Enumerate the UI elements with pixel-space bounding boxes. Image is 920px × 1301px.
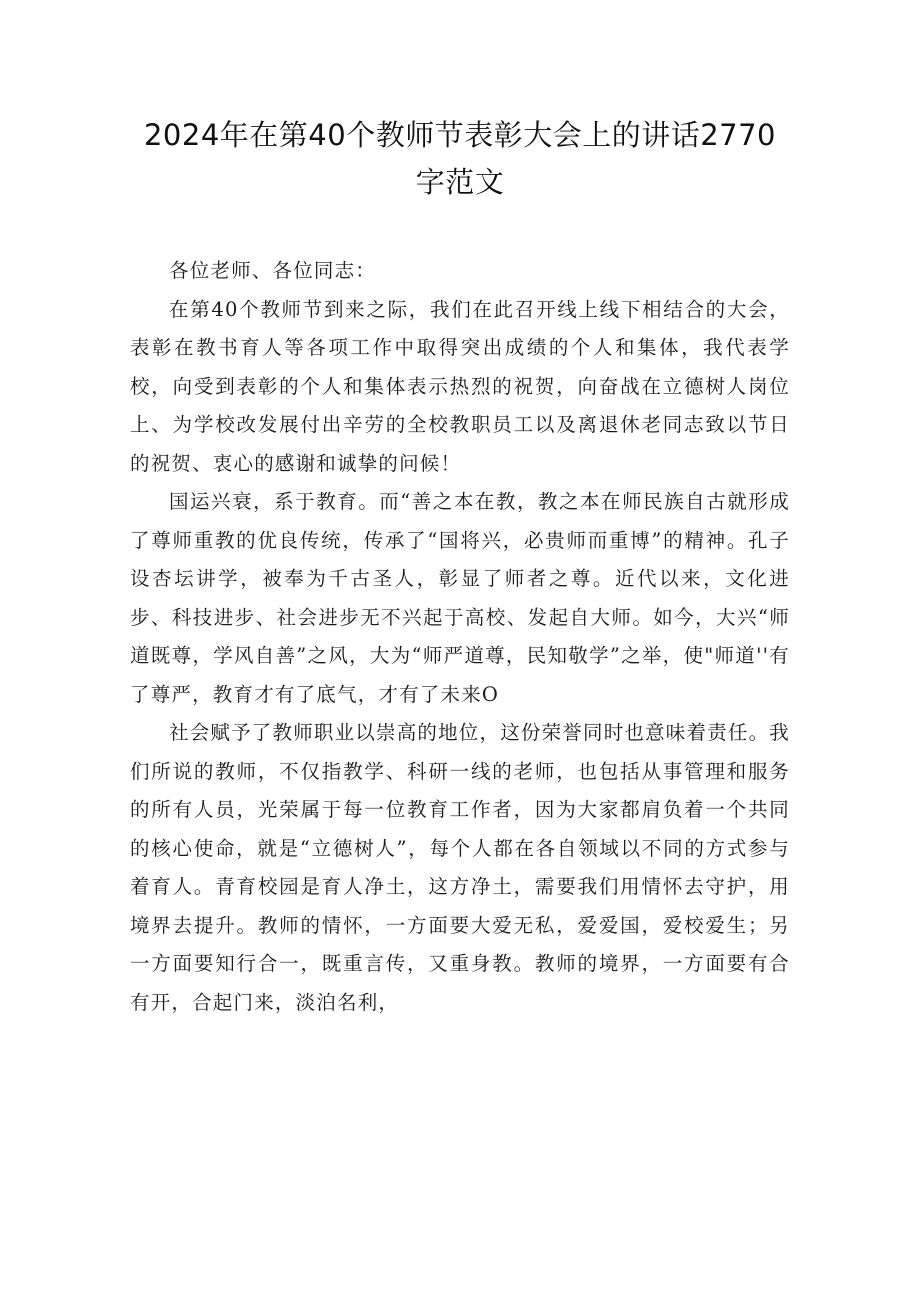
document-body [130,252,790,1022]
salutation-paragraph: 各位老师、各位同志： [169,259,377,282]
body-paragraph: 在第40个教师节到来之际，我们在此召开线上线下相结合的大会，表彰在教书育人等各项工作中取得突出成绩的个人和集体，我代表学校，向受到表彰的个人和集体表示热烈的祝贺，向奋战在立德树人岗位上、为学校改发展付出辛劳的全校教职员工以及离退休老同志致以节日的祝贺、衷心的感谢和诚挚的问候！ [130,297,790,475]
body-paragraph: 国运兴衰，系于教育。而“善之本在教，教之本在师民族自古就形成了尊师重教的优良传统，传承了“国将兴，必贵师而重博”的精神。孔子设杏坛讲学，被奉为千古圣人，彰显了师者之尊。近代以来，文化进步、科技进步、社会进步无不兴起于高校、发起自大师。如今，大兴“师道既尊，学风自善”之风，大为“师严道尊，民知敬学”之举，使"师道''有了尊严，教育才有了底气，才有了未来O [130,490,790,706]
document-title: 2024年在第40个教师节表彰大会上的讲话2770字范文 [143,118,776,199]
body-paragraph: 社会赋予了教师职业以崇高的地位，这份荣誉同时也意味着责任。我们所说的教师，不仅指教学、科研一线的老师，也包括从事管理和服务的所有人员，光荣属于每一位教育工作者，因为大家都肩负着一个共同的核心使命，就是“立德树人”，每个人都在各自领域以不同的方式参与着育人。青育校园是育人净土，这方净土，需要我们用情怀去守护，用境界去提升。教师的情怀，一方面要大爱无私，爱爱国，爱校爱生；另一方面要知行合一，既重言传，又重身教。教师的境界，一方面要有合有开，合起门来，淡泊名利， [130,721,791,1014]
